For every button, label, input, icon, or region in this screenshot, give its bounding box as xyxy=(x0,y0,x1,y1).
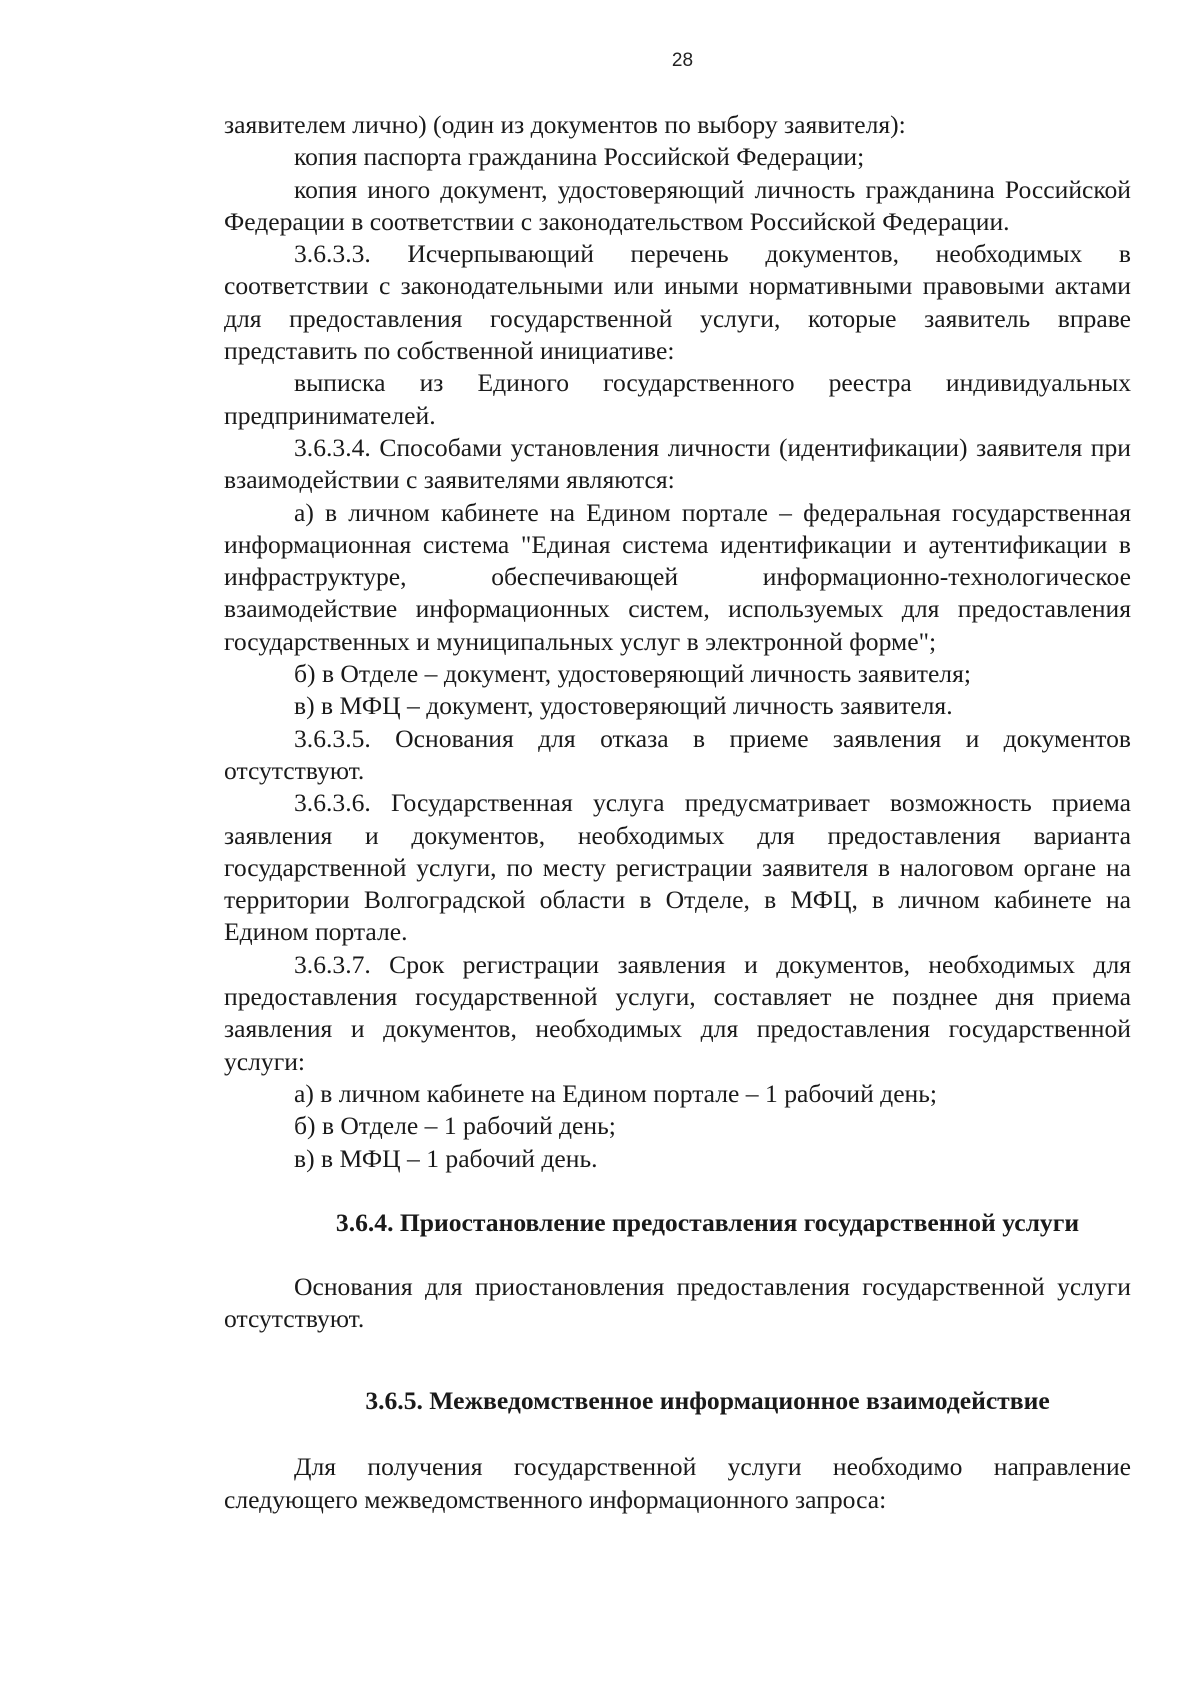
paragraph-suspension-grounds: Основания для приостановления предоставления государственной услуги отсутствуют. xyxy=(224,1271,1131,1334)
clause-3-6-3-5: 3.6.3.5. Основания для отказа в приеме заявления и документов отсутствуют. xyxy=(224,723,1131,785)
list-item-a-portal-term: а) в личном кабинете на Едином портале – 1 рабочий день; xyxy=(294,1078,938,1108)
list-item-b-department: б) в Отделе – документ, удостоверяющий личность заявителя; xyxy=(294,659,971,689)
section-heading-3-6-4: 3.6.4. Приостановление предоставления государственной услуги xyxy=(335,1207,1080,1237)
list-item-a-personal-account: а) в личном кабинете на Едином портале – федеральная государственная информационная система "Единая система идентификации и аутентификации в инфраструктуре, обеспечивающей информационно-технологическое взаимодействие информационных систем, используемых для предоставления государственных и муниципальных услуг в электронной форме"; xyxy=(224,497,1131,656)
list-item-other-id-copy: копия иного документ, удостоверяющий личность гражданина Российской Федерации в соответствии с законодательством Российской Федерации. xyxy=(224,174,1131,236)
clause-3-6-3-6: 3.6.3.6. Государственная услуга предусматривает возможность приема заявления и документов, необходимых для предоставления варианта государственной услуги, по месту регистрации заявителя в налоговом органе на территории Волгоградской области в Отделе, в МФЦ, в личном кабинете на Едином портале. xyxy=(224,788,1131,947)
list-item-c-mfc: в) в МФЦ – документ, удостоверяющий личность заявителя. xyxy=(294,691,953,721)
list-item-c-mfc-term: в) в МФЦ – 1 рабочий день. xyxy=(294,1143,598,1173)
list-item-b-department-term: б) в Отделе – 1 рабочий день; xyxy=(294,1111,616,1141)
list-item-passport-copy: копия паспорта гражданина Российской Федерации; xyxy=(294,142,865,172)
paragraph-interagency-request: Для получения государственной услуги необходимо направление следующего межведомственного информационного запроса: xyxy=(224,1452,1131,1514)
clause-3-6-3-3: 3.6.3.3. Исчерпывающий перечень документов, необходимых в соответствии с законодательными или иными нормативными правовыми актами для предоставления государственной услуги, которые заявитель вправе представить по собственной инициативе: xyxy=(224,239,1131,366)
section-heading-3-6-5: 3.6.5. Межведомственное информационное взаимодействие xyxy=(365,1386,1050,1416)
paragraph-continuation: заявителем лично) (один из документов по выбору заявителя): xyxy=(224,110,906,139)
document-body xyxy=(224,109,1131,1516)
page-number: 28 xyxy=(671,50,694,71)
list-item-egrip-extract: выписка из Единого государственного реестра индивидуальных предпринимателей. xyxy=(224,368,1131,430)
clause-3-6-3-7: 3.6.3.7. Срок регистрации заявления и документов, необходимых для предоставления государственной услуги, составляет не позднее дня приема заявления и документов, необходимых для предоставления государственной услуги: xyxy=(224,949,1131,1076)
clause-3-6-3-4: 3.6.3.4. Способами установления личности (идентификации) заявителя при взаимодействии с заявителями являются: xyxy=(224,432,1131,495)
